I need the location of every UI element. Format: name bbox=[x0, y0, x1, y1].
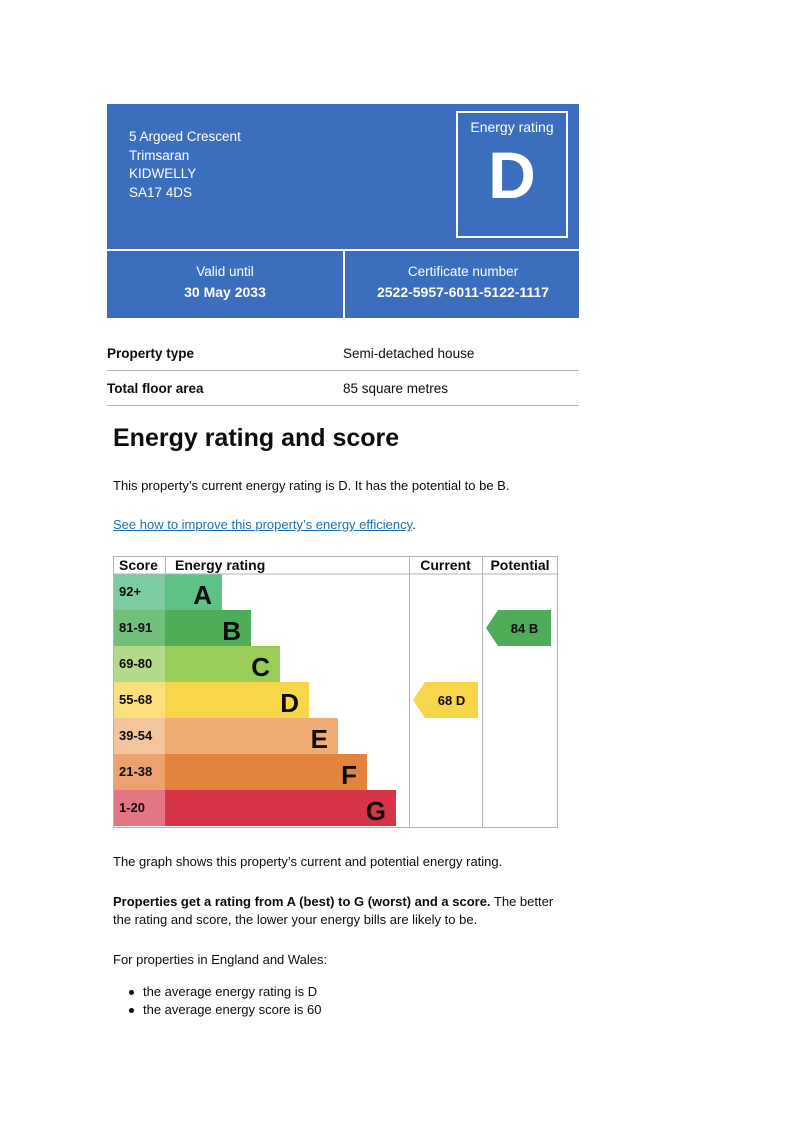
average-intro: For properties in England and Wales: bbox=[113, 952, 328, 967]
valid-until-cell bbox=[107, 251, 343, 318]
valid-until-label: Valid until bbox=[196, 264, 254, 279]
certificate-header bbox=[107, 104, 579, 318]
band-bar bbox=[165, 790, 396, 826]
list-item: the average energy score is 60 bbox=[113, 1001, 322, 1019]
certificate-number-cell bbox=[345, 251, 581, 318]
average-list bbox=[113, 983, 322, 1019]
band-letter: C bbox=[251, 652, 270, 682]
band-score-range: 21-38 bbox=[119, 764, 153, 779]
improve-link-paragraph bbox=[113, 516, 416, 534]
energy-rating-chart bbox=[113, 556, 558, 828]
rating-explanation-rest-1: The better bbox=[490, 894, 554, 909]
property-type-row bbox=[107, 336, 579, 371]
energy-rating-letter: D bbox=[488, 138, 536, 212]
band-letter: D bbox=[280, 688, 299, 718]
address-line-3: KIDWELLY bbox=[129, 166, 197, 181]
header-score: Score bbox=[119, 557, 158, 573]
band-letter: F bbox=[341, 760, 357, 790]
rating-explanation-rest-2: the rating and score, the lower your energy bills are likely to be. bbox=[113, 912, 478, 927]
band-score-range: 81-91 bbox=[119, 620, 153, 635]
property-address bbox=[129, 128, 241, 202]
header-potential: Potential bbox=[490, 557, 550, 573]
list-item: the average energy rating is D bbox=[113, 983, 322, 1001]
intro-text: This property’s current energy rating is D. It has the potential to be B. bbox=[113, 478, 510, 493]
floor-area-label: Total floor area bbox=[107, 380, 204, 396]
band-letter: B bbox=[222, 616, 241, 646]
energy-rating-label: Energy rating bbox=[470, 119, 554, 135]
property-type-label: Property type bbox=[107, 345, 195, 361]
address-line-1: 5 Argoed Crescent bbox=[129, 129, 241, 144]
property-summary-list bbox=[107, 336, 579, 406]
address-line-4: SA17 4DS bbox=[129, 184, 193, 200]
rating-explanation bbox=[113, 893, 553, 929]
header-current: Current bbox=[420, 557, 471, 573]
header-energy-rating: Energy rating bbox=[175, 557, 266, 573]
link-suffix: . bbox=[412, 517, 416, 532]
band-score-range: 1-20 bbox=[119, 800, 146, 815]
property-type-value: Semi-detached house bbox=[343, 345, 475, 361]
valid-until-value: 30 May 2033 bbox=[184, 284, 266, 300]
rating-explanation-bold: Properties get a rating from A (best) to G (worst) and a score. bbox=[113, 894, 491, 909]
graph-description: The graph shows this property’s current and potential energy rating. bbox=[113, 854, 503, 869]
certificate-number-value: 2522-5957-6011-5122-1117 bbox=[376, 284, 550, 300]
floor-area-value: 85 square metres bbox=[343, 380, 449, 396]
band-score-range: 55-68 bbox=[119, 692, 153, 707]
band-letter: E bbox=[310, 724, 328, 754]
band-score-range: 69-80 bbox=[119, 656, 153, 671]
band-score-range: 92+ bbox=[119, 584, 142, 599]
address-line-2: Trimsaran bbox=[129, 147, 190, 163]
energy-rating-graph bbox=[113, 556, 558, 828]
improve-efficiency-link[interactable]: See how to improve this property’s energy efficiency bbox=[113, 517, 413, 532]
band-letter: G bbox=[365, 796, 386, 826]
band-letter: A bbox=[193, 580, 212, 610]
certificate-number-label: Certificate number bbox=[407, 264, 519, 279]
floor-area-row bbox=[107, 371, 579, 406]
potential-rating-label: 84 B bbox=[510, 621, 539, 636]
current-rating-label: 68 D bbox=[437, 693, 466, 708]
band-score-range: 39-54 bbox=[119, 728, 153, 743]
band-bar bbox=[165, 754, 367, 790]
section-title: Energy rating and score bbox=[113, 424, 400, 452]
energy-rating-box bbox=[456, 111, 568, 238]
